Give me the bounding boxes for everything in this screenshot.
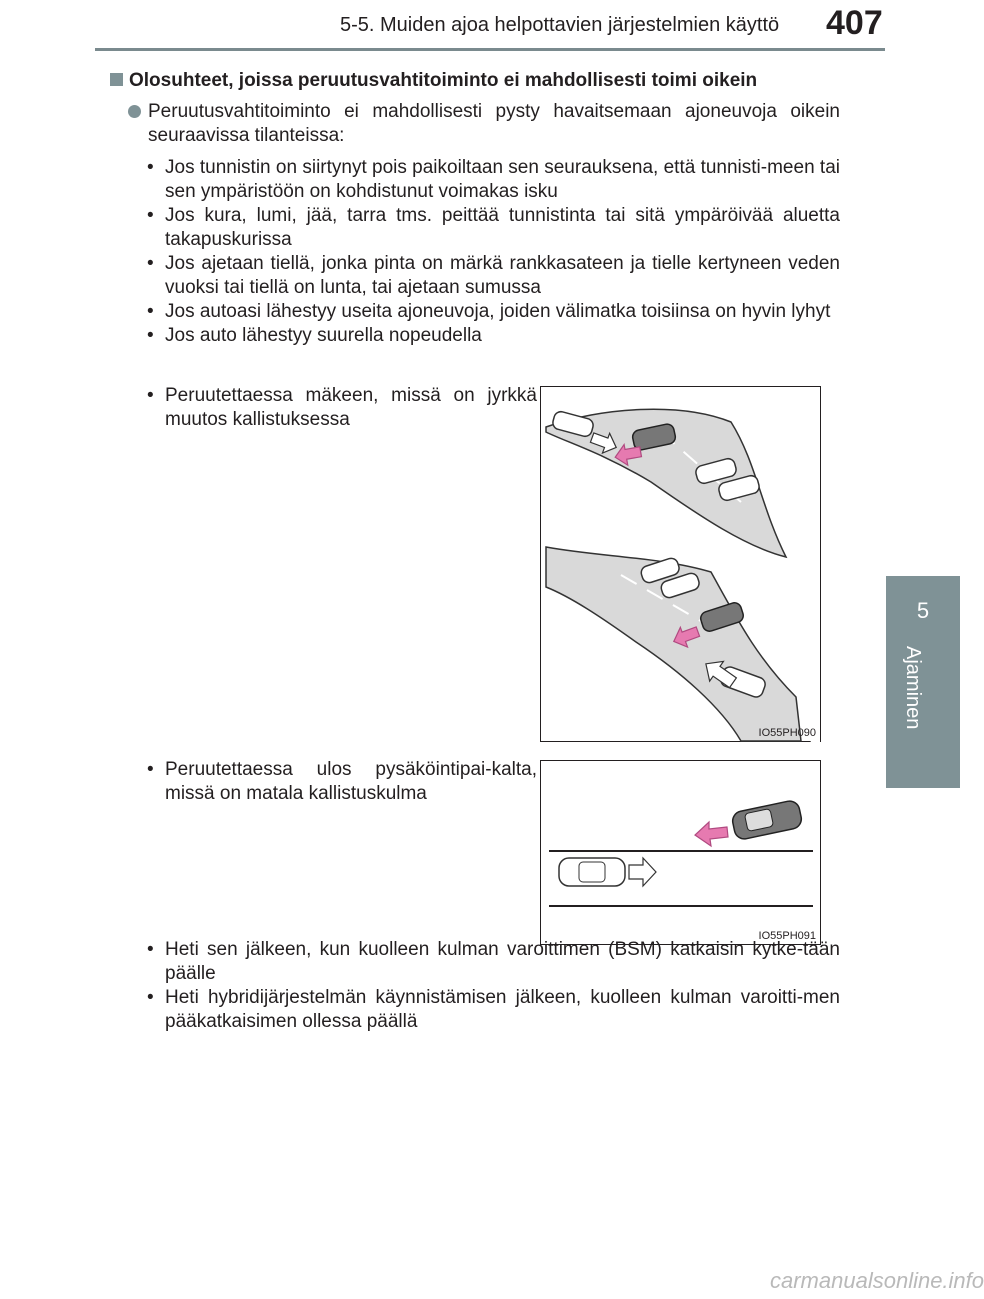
figure-caption-item	[145, 758, 537, 806]
arrow-icon	[629, 858, 656, 886]
header-rule	[95, 48, 885, 51]
list-item	[145, 204, 840, 252]
intro-paragraph	[128, 100, 840, 148]
bullet-icon: •	[147, 253, 154, 274]
bullet-icon: •	[147, 157, 154, 178]
list-item-text: Jos autoasi lähestyy useita ajoneuvoja, joiden välimatka toisiinsa on hyvin lyhyt	[165, 301, 831, 322]
circle-bullet-icon	[128, 105, 141, 118]
condition-list-top	[145, 156, 840, 348]
list-item-text: Heti hybridijärjestelmän käynnistämisen jälkeen, kuolleen kulman varoitti-men pääkatkaisimen ollessa päällä	[165, 987, 840, 1032]
bullet-icon: •	[147, 987, 154, 1008]
list-item-text: Jos ajetaan tiellä, jonka pinta on märkä rankkasateen ja tielle kertyneen veden vuoksi tai tiellä on lunta, tai ajetaan sumussa	[165, 253, 840, 298]
figure-caption-text: Peruutettaessa ulos pysäköintipai-kalta, missä on matala kallistuskulma	[165, 759, 537, 804]
list-item	[145, 986, 840, 1034]
list-item-text: Jos tunnistin on siirtynyt pois paikoiltaan sen seurauksena, että tunnisti-meen tai sen ympäristöön on kohdistunut voimakas isku	[165, 157, 840, 202]
bullet-icon: •	[147, 205, 154, 226]
bullet-icon: •	[147, 385, 154, 406]
car-icon	[731, 799, 803, 841]
condition-list-bottom	[145, 938, 840, 1034]
figure-caption-item	[145, 384, 537, 432]
figure-code: IO55PH091	[758, 930, 816, 942]
list-item-text: Heti sen jälkeen, kun kuolleen kulman varoittimen (BSM) katkaisin kytke-tään päälle	[165, 939, 840, 984]
chapter-number: 5	[916, 598, 930, 623]
bullet-icon: •	[147, 939, 154, 960]
list-item-text: Jos auto lähestyy suurella nopeudella	[165, 325, 482, 346]
watermark: carmanualsonline.info	[770, 1268, 984, 1293]
slope-road-illustration	[541, 387, 820, 741]
list-item	[145, 938, 840, 986]
bullet-icon: •	[147, 325, 154, 346]
section-heading	[110, 70, 757, 92]
parking-illustration	[541, 761, 820, 944]
figure-code: IO55PH090	[758, 727, 816, 739]
figure-slope-illustration	[540, 386, 821, 742]
list-item	[145, 156, 840, 204]
chapter-label: Ajaminen	[902, 646, 924, 730]
chapter-tab	[886, 576, 960, 788]
list-item	[145, 252, 840, 300]
bullet-icon: •	[147, 759, 154, 780]
header-title: 5-5. Muiden ajoa helpottavien järjestelmien käyttö	[340, 14, 780, 36]
figure-parking-illustration	[540, 760, 821, 945]
list-item	[145, 324, 840, 348]
section-heading-text: Olosuhteet, joissa peruutusvahtitoiminto ei mahdollisesti toimi oikein	[129, 70, 758, 91]
intro-text: Peruutusvahtitoiminto ei mahdollisesti pysty havaitsemaan ajoneuvoja oikein seuraavissa tilanteissa:	[148, 101, 840, 146]
square-bullet-icon	[110, 73, 123, 86]
car-icon	[559, 858, 625, 886]
arrow-icon	[695, 822, 728, 846]
figure-caption-text: Peruutettaessa mäkeen, missä on jyrkkä muutos kallistuksessa	[165, 385, 537, 430]
list-item	[145, 300, 840, 324]
list-item-text: Jos kura, lumi, jää, tarra tms. peittää tunnistinta tai sitä ympäröivää aluetta takapuskurissa	[165, 205, 840, 250]
page-number: 407	[826, 4, 883, 42]
bullet-icon: •	[147, 301, 154, 322]
